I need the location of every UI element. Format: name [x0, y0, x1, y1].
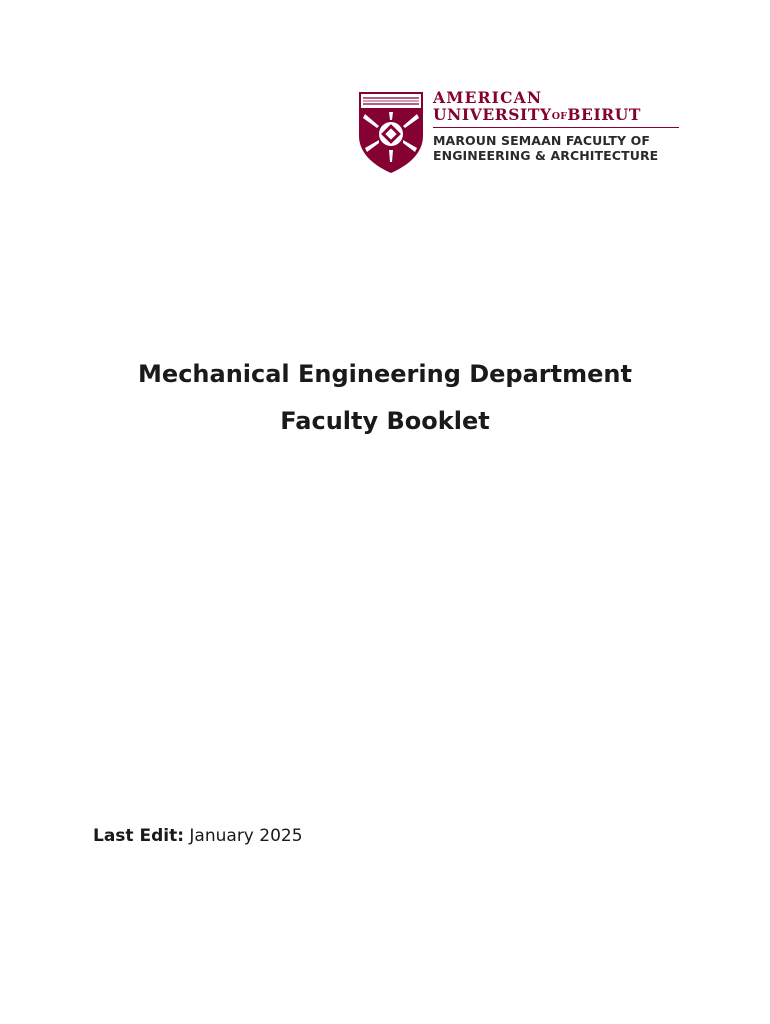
document-subtitle: Faculty Booklet	[280, 407, 490, 435]
last-edit	[93, 826, 303, 846]
faculty-name-line1: MAROUN SEMAAN FACULTY OF	[433, 133, 650, 148]
logo-divider	[433, 127, 679, 128]
document-title: Mechanical Engineering Department	[138, 360, 632, 388]
last-edit-date: January 2025	[189, 826, 303, 846]
aub-wordmark	[433, 90, 683, 163]
university-name-line2	[433, 106, 683, 125]
faculty-name-line2: ENGINEERING & ARCHITECTURE	[433, 148, 659, 163]
aub-logo	[357, 90, 687, 176]
university-of: OF	[551, 111, 568, 122]
university-name-line1: AMERICAN	[433, 88, 543, 107]
university-word: UNIVERSITY	[433, 105, 552, 124]
last-edit-label: Last Edit:	[93, 826, 185, 846]
aub-shield-icon	[357, 90, 425, 174]
university-city: BEIRUT	[567, 105, 642, 124]
